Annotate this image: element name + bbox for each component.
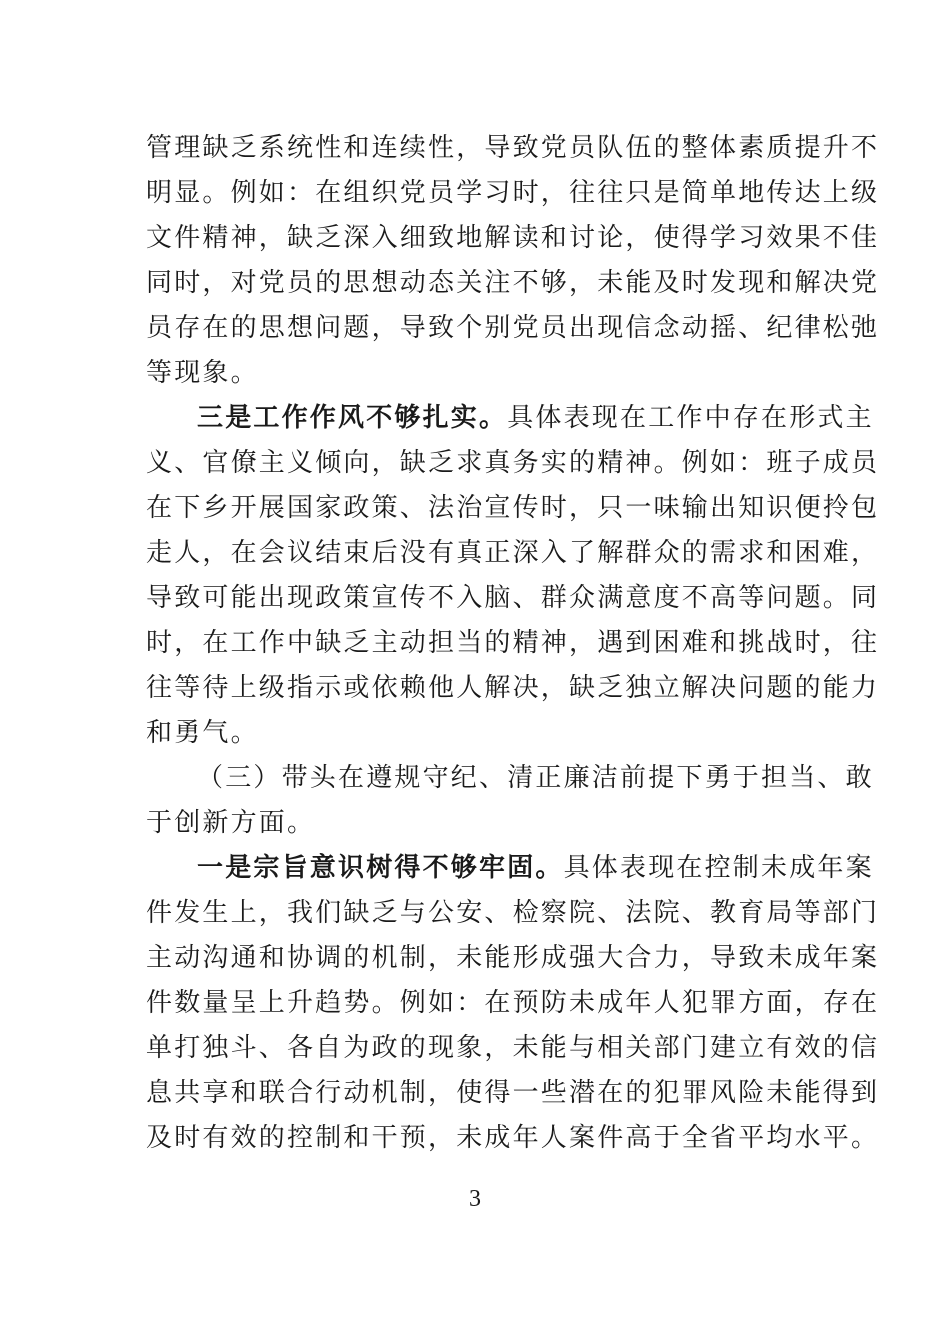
paragraph-1-line: 管理缺乏系统性和连续性，导致党员队伍的整体素质提升不	[146, 133, 880, 163]
paragraph-3-line: 件发生上，我们缺乏与公安、检察院、法院、教育局等部门	[146, 898, 880, 928]
paragraph-1-line: 等现象。	[146, 358, 259, 388]
paragraph-1-line: 明显。例如：在组织党员学习时，往往只是简单地传达上级	[146, 178, 880, 208]
paragraph-2-heading: 三是工作作风不够扎实。	[197, 403, 508, 433]
paragraph-3-first-line-text: 具体表现在控制未成年案	[563, 853, 874, 883]
paragraph-2-line: 和勇气。	[146, 718, 259, 748]
paragraph-3-line: 单打独斗、各自为政的现象，未能与相关部门建立有效的信	[146, 1033, 880, 1063]
paragraph-2-first-line	[197, 398, 874, 438]
paragraph-2-line: 导致可能出现政策宣传不入脑、群众满意度不高等问题。同	[146, 583, 880, 613]
paragraph-3-line: 及时有效的控制和干预，未成年人案件高于全省平均水平。	[146, 1123, 880, 1153]
section-heading-line-2: 于创新方面。	[146, 808, 316, 838]
paragraph-3-first-line	[197, 848, 874, 888]
paragraph-2-line: 在下乡开展国家政策、法治宣传时，只一味输出知识便拎包	[146, 493, 880, 523]
paragraph-3-line: 主动沟通和协调的机制，未能形成强大合力，导致未成年案	[146, 943, 880, 973]
paragraph-3-heading: 一是宗旨意识树得不够牢固。	[197, 853, 564, 883]
paragraph-1-line: 同时，对党员的思想动态关注不够，未能及时发现和解决党	[146, 268, 880, 298]
page-number: 3	[469, 1186, 481, 1212]
paragraph-3-line: 息共享和联合行动机制，使得一些潜在的犯罪风险未能得到	[146, 1078, 880, 1108]
paragraph-3-line: 件数量呈上升趋势。例如：在预防未成年人犯罪方面，存在	[146, 988, 880, 1018]
paragraph-2-line: 走人，在会议结束后没有真正深入了解群众的需求和困难，	[146, 538, 880, 568]
paragraph-2-line: 义、官僚主义倾向，缺乏求真务实的精神。例如：班子成员	[146, 448, 880, 478]
paragraph-2-first-line-text: 具体表现在工作中存在形式主	[507, 403, 874, 433]
paragraph-1-line: 文件精神，缺乏深入细致地解读和讨论，使得学习效果不佳	[146, 223, 880, 253]
section-heading-line-1: （三）带头在遵规守纪、清正廉洁前提下勇于担当、敢	[197, 763, 874, 793]
paragraph-2-line: 时，在工作中缺乏主动担当的精神，遇到困难和挑战时，往	[146, 628, 880, 658]
paragraph-2-line: 往等待上级指示或依赖他人解决，缺乏独立解决问题的能力	[146, 673, 880, 703]
paragraph-1-line: 员存在的思想问题，导致个别党员出现信念动摇、纪律松弛	[146, 313, 880, 343]
